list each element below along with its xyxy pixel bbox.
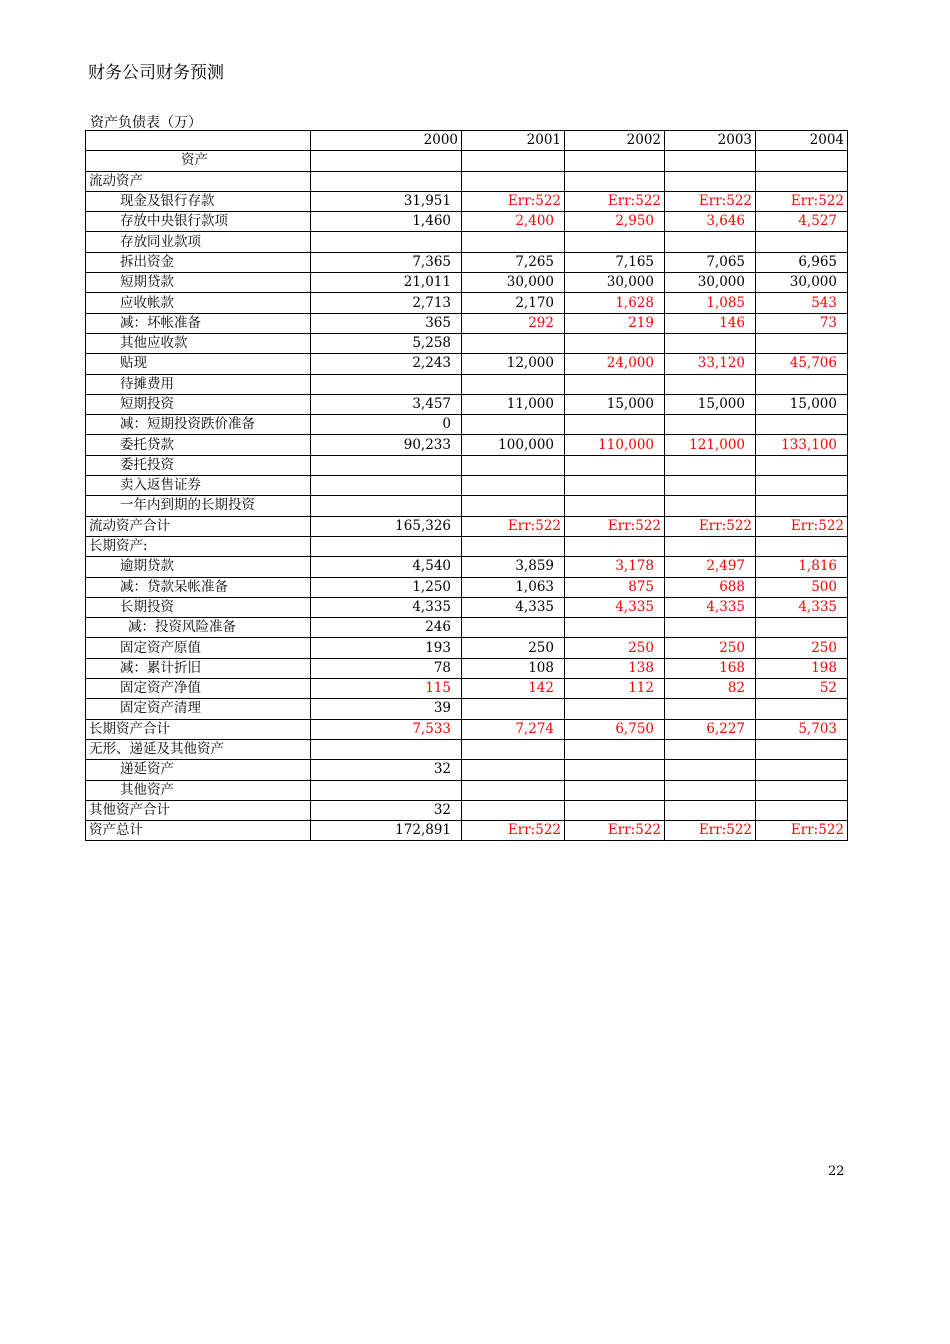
- value-cell-2001: [462, 536, 565, 556]
- value-cell-2003: [665, 232, 756, 252]
- value-cell-2003: 6,227: [665, 719, 756, 739]
- value-cell-2002: 219: [565, 313, 665, 333]
- row-label: 无形、递延及其他资产: [86, 739, 311, 759]
- table-row: [86, 699, 848, 719]
- value-cell-2004: [756, 476, 848, 496]
- value-cell-2004: [756, 415, 848, 435]
- value-cell-2003: 33,120: [665, 354, 756, 374]
- value-cell-2004: 45,706: [756, 354, 848, 374]
- value-cell-2002: [565, 536, 665, 556]
- value-cell-2000: [311, 232, 462, 252]
- value-cell-2004: [756, 780, 848, 800]
- value-cell-2003: [665, 415, 756, 435]
- row-label: 待摊费用: [86, 374, 311, 394]
- value-cell-2000: 1,460: [311, 212, 462, 232]
- value-cell-2004: 500: [756, 577, 848, 597]
- value-cell-2000: [311, 739, 462, 759]
- value-cell-2001: 108: [462, 658, 565, 678]
- value-cell-2000: 7,533: [311, 719, 462, 739]
- value-cell-2001: [462, 171, 565, 191]
- value-cell-2002: 112: [565, 679, 665, 699]
- value-cell-2000: [311, 536, 462, 556]
- row-label: 委托贷款: [86, 435, 311, 455]
- value-cell-2001: [462, 699, 565, 719]
- table-title: 资产负债表（万）: [90, 115, 202, 131]
- value-cell-2000: 165,326: [311, 516, 462, 536]
- balance-sheet-table: [85, 130, 848, 841]
- table-row: [86, 252, 848, 272]
- value-cell-2004: 250: [756, 638, 848, 658]
- row-label: 一年内到期的长期投资: [86, 496, 311, 516]
- value-cell-2000: 193: [311, 638, 462, 658]
- value-cell-2001: [462, 496, 565, 516]
- row-label: 减：投资风险准备: [86, 618, 311, 638]
- table-row: [86, 557, 848, 577]
- value-cell-2003: 1,085: [665, 293, 756, 313]
- row-label: 其他应收款: [86, 333, 311, 353]
- value-cell-2000: 31,951: [311, 191, 462, 211]
- value-cell-2001: 142: [462, 679, 565, 699]
- value-cell-2002: 875: [565, 577, 665, 597]
- value-cell-2000: [311, 171, 462, 191]
- value-cell-2000: 0: [311, 415, 462, 435]
- value-cell-2000: 32: [311, 800, 462, 820]
- row-label: 存放同业款项: [86, 232, 311, 252]
- row-label: 应收帐款: [86, 293, 311, 313]
- table-row: [86, 739, 848, 759]
- value-cell-2000: 172,891: [311, 821, 462, 841]
- table-row: [86, 313, 848, 333]
- value-cell-2001: 1,063: [462, 577, 565, 597]
- value-cell-2001: 30,000: [462, 273, 565, 293]
- value-cell-2003: 146: [665, 313, 756, 333]
- value-cell-2003: [665, 760, 756, 780]
- value-cell-2001: Err:522: [462, 191, 565, 211]
- value-cell-2003: [665, 171, 756, 191]
- value-cell-2003: 3,646: [665, 212, 756, 232]
- value-cell-2002: [565, 800, 665, 820]
- row-label: 固定资产清理: [86, 699, 311, 719]
- value-cell-2000: 115: [311, 679, 462, 699]
- value-cell-2003: [665, 780, 756, 800]
- table-row: [86, 273, 848, 293]
- value-cell-2003: [665, 151, 756, 171]
- table-row: [86, 476, 848, 496]
- value-cell-2004: [756, 496, 848, 516]
- balance-sheet-body: [86, 131, 848, 841]
- table-row: [86, 536, 848, 556]
- table-row: [86, 800, 848, 820]
- value-cell-2001: Err:522: [462, 516, 565, 536]
- value-cell-2002: [565, 476, 665, 496]
- value-cell-2000: [311, 476, 462, 496]
- table-row: [86, 760, 848, 780]
- table-row: [86, 232, 848, 252]
- value-cell-2002: [565, 780, 665, 800]
- value-cell-2003: 2,497: [665, 557, 756, 577]
- value-cell-2001: 250: [462, 638, 565, 658]
- row-label: 固定资产净值: [86, 679, 311, 699]
- table-row: [86, 638, 848, 658]
- year-header-2002: 2002: [565, 131, 665, 151]
- value-cell-2001: 4,335: [462, 597, 565, 617]
- row-label: 流动资产合计: [86, 516, 311, 536]
- value-cell-2000: 21,011: [311, 273, 462, 293]
- table-row: [86, 374, 848, 394]
- value-cell-2004: 543: [756, 293, 848, 313]
- value-cell-2003: 15,000: [665, 394, 756, 414]
- value-cell-2004: [756, 151, 848, 171]
- year-header-2000: 2000: [311, 131, 462, 151]
- value-cell-2000: 1,250: [311, 577, 462, 597]
- row-label: 卖入返售证券: [86, 476, 311, 496]
- value-cell-2001: [462, 232, 565, 252]
- row-label: 资产总计: [86, 821, 311, 841]
- year-header-2001: 2001: [462, 131, 565, 151]
- row-label: 长期投资: [86, 597, 311, 617]
- value-cell-2000: 90,233: [311, 435, 462, 455]
- row-label: 逾期贷款: [86, 557, 311, 577]
- value-cell-2003: Err:522: [665, 516, 756, 536]
- value-cell-2002: [565, 415, 665, 435]
- value-cell-2001: 2,170: [462, 293, 565, 313]
- value-cell-2001: [462, 618, 565, 638]
- year-header-2004: 2004: [756, 131, 848, 151]
- row-label: 减：短期投资跌价准备: [86, 415, 311, 435]
- value-cell-2002: 138: [565, 658, 665, 678]
- value-cell-2003: 168: [665, 658, 756, 678]
- value-cell-2001: 11,000: [462, 394, 565, 414]
- value-cell-2004: [756, 739, 848, 759]
- value-cell-2003: [665, 476, 756, 496]
- value-cell-2002: [565, 171, 665, 191]
- value-cell-2001: 100,000: [462, 435, 565, 455]
- value-cell-2002: 1,628: [565, 293, 665, 313]
- year-header-row: [86, 131, 848, 151]
- value-cell-2004: 198: [756, 658, 848, 678]
- header-corner-cell: [86, 131, 311, 151]
- value-cell-2002: 250: [565, 638, 665, 658]
- value-cell-2004: [756, 800, 848, 820]
- value-cell-2000: [311, 780, 462, 800]
- value-cell-2003: [665, 496, 756, 516]
- value-cell-2003: [665, 374, 756, 394]
- value-cell-2001: [462, 800, 565, 820]
- value-cell-2003: 82: [665, 679, 756, 699]
- row-label: 减：贷款呆帐准备: [86, 577, 311, 597]
- value-cell-2003: [665, 536, 756, 556]
- value-cell-2001: [462, 415, 565, 435]
- row-label: 长期资产:: [86, 536, 311, 556]
- value-cell-2002: 15,000: [565, 394, 665, 414]
- value-cell-2002: 7,165: [565, 252, 665, 272]
- table-row: [86, 821, 848, 841]
- table-row: [86, 191, 848, 211]
- table-row: [86, 597, 848, 617]
- value-cell-2003: 7,065: [665, 252, 756, 272]
- value-cell-2002: 110,000: [565, 435, 665, 455]
- table-row: [86, 679, 848, 699]
- value-cell-2003: 4,335: [665, 597, 756, 617]
- row-label: 流动资产: [86, 171, 311, 191]
- value-cell-2000: 365: [311, 313, 462, 333]
- value-cell-2000: 7,365: [311, 252, 462, 272]
- value-cell-2004: Err:522: [756, 821, 848, 841]
- value-cell-2000: 2,243: [311, 354, 462, 374]
- value-cell-2000: 32: [311, 760, 462, 780]
- value-cell-2003: [665, 333, 756, 353]
- value-cell-2004: Err:522: [756, 191, 848, 211]
- value-cell-2002: [565, 496, 665, 516]
- table-row: [86, 780, 848, 800]
- row-label: 贴现: [86, 354, 311, 374]
- value-cell-2001: [462, 455, 565, 475]
- value-cell-2003: Err:522: [665, 191, 756, 211]
- value-cell-2001: [462, 780, 565, 800]
- value-cell-2001: [462, 333, 565, 353]
- value-cell-2004: 6,965: [756, 252, 848, 272]
- value-cell-2001: 7,274: [462, 719, 565, 739]
- value-cell-2002: [565, 333, 665, 353]
- row-label: 资产: [86, 151, 311, 171]
- value-cell-2001: [462, 151, 565, 171]
- document-title: 财务公司财务预测: [88, 63, 224, 83]
- value-cell-2000: 39: [311, 699, 462, 719]
- value-cell-2004: 4,335: [756, 597, 848, 617]
- value-cell-2004: [756, 699, 848, 719]
- value-cell-2004: 52: [756, 679, 848, 699]
- value-cell-2000: 4,540: [311, 557, 462, 577]
- row-label: 拆出资金: [86, 252, 311, 272]
- value-cell-2004: [756, 536, 848, 556]
- value-cell-2000: [311, 374, 462, 394]
- value-cell-2001: 12,000: [462, 354, 565, 374]
- row-label: 固定资产原值: [86, 638, 311, 658]
- value-cell-2004: 73: [756, 313, 848, 333]
- value-cell-2004: 133,100: [756, 435, 848, 455]
- value-cell-2003: [665, 455, 756, 475]
- value-cell-2000: 4,335: [311, 597, 462, 617]
- value-cell-2004: 1,816: [756, 557, 848, 577]
- table-row: [86, 354, 848, 374]
- value-cell-2002: Err:522: [565, 821, 665, 841]
- value-cell-2004: 4,527: [756, 212, 848, 232]
- value-cell-2001: Err:522: [462, 821, 565, 841]
- value-cell-2003: 121,000: [665, 435, 756, 455]
- row-label: 委托投资: [86, 455, 311, 475]
- row-label: 长期资产合计: [86, 719, 311, 739]
- value-cell-2004: [756, 374, 848, 394]
- value-cell-2003: [665, 800, 756, 820]
- value-cell-2004: [756, 760, 848, 780]
- table-row: [86, 333, 848, 353]
- value-cell-2004: 5,703: [756, 719, 848, 739]
- value-cell-2001: [462, 739, 565, 759]
- value-cell-2003: [665, 699, 756, 719]
- table-row: [86, 618, 848, 638]
- table-row: [86, 212, 848, 232]
- table-row: [86, 516, 848, 536]
- table-row: [86, 293, 848, 313]
- page-number: 22: [828, 1164, 845, 1179]
- value-cell-2000: [311, 455, 462, 475]
- row-label: 现金及银行存款: [86, 191, 311, 211]
- value-cell-2000: [311, 496, 462, 516]
- table-row: [86, 719, 848, 739]
- table-row: [86, 658, 848, 678]
- value-cell-2002: [565, 374, 665, 394]
- row-label: 递延资产: [86, 760, 311, 780]
- value-cell-2002: [565, 760, 665, 780]
- table-row: [86, 151, 848, 171]
- value-cell-2002: 6,750: [565, 719, 665, 739]
- value-cell-2001: [462, 476, 565, 496]
- table-row: [86, 171, 848, 191]
- value-cell-2004: 15,000: [756, 394, 848, 414]
- value-cell-2002: [565, 739, 665, 759]
- value-cell-2003: 250: [665, 638, 756, 658]
- value-cell-2001: 3,859: [462, 557, 565, 577]
- value-cell-2002: 2,950: [565, 212, 665, 232]
- value-cell-2004: Err:522: [756, 516, 848, 536]
- row-label: 减：累计折旧: [86, 658, 311, 678]
- value-cell-2003: [665, 618, 756, 638]
- table-row: [86, 577, 848, 597]
- value-cell-2001: [462, 374, 565, 394]
- value-cell-2003: 688: [665, 577, 756, 597]
- value-cell-2002: [565, 151, 665, 171]
- year-header-2003: 2003: [665, 131, 756, 151]
- value-cell-2004: [756, 618, 848, 638]
- value-cell-2000: 3,457: [311, 394, 462, 414]
- value-cell-2002: Err:522: [565, 516, 665, 536]
- value-cell-2002: Err:522: [565, 191, 665, 211]
- value-cell-2000: 246: [311, 618, 462, 638]
- value-cell-2002: 3,178: [565, 557, 665, 577]
- value-cell-2001: 2,400: [462, 212, 565, 232]
- value-cell-2004: [756, 455, 848, 475]
- value-cell-2000: [311, 151, 462, 171]
- value-cell-2002: [565, 455, 665, 475]
- table-row: [86, 435, 848, 455]
- value-cell-2001: 292: [462, 313, 565, 333]
- value-cell-2002: [565, 232, 665, 252]
- table-row: [86, 415, 848, 435]
- row-label: 短期贷款: [86, 273, 311, 293]
- value-cell-2002: 30,000: [565, 273, 665, 293]
- value-cell-2004: [756, 232, 848, 252]
- row-label: 存放中央银行款项: [86, 212, 311, 232]
- value-cell-2001: 7,265: [462, 252, 565, 272]
- row-label: 其他资产: [86, 780, 311, 800]
- row-label: 其他资产合计: [86, 800, 311, 820]
- value-cell-2002: 4,335: [565, 597, 665, 617]
- value-cell-2003: [665, 739, 756, 759]
- table-row: [86, 455, 848, 475]
- value-cell-2000: 78: [311, 658, 462, 678]
- value-cell-2004: [756, 171, 848, 191]
- value-cell-2004: [756, 333, 848, 353]
- value-cell-2003: 30,000: [665, 273, 756, 293]
- value-cell-2002: 24,000: [565, 354, 665, 374]
- table-row: [86, 394, 848, 414]
- value-cell-2001: [462, 760, 565, 780]
- value-cell-2003: Err:522: [665, 821, 756, 841]
- row-label: 减：坏帐准备: [86, 313, 311, 333]
- value-cell-2002: [565, 618, 665, 638]
- row-label: 短期投资: [86, 394, 311, 414]
- table-row: [86, 496, 848, 516]
- value-cell-2000: 5,258: [311, 333, 462, 353]
- value-cell-2000: 2,713: [311, 293, 462, 313]
- value-cell-2002: [565, 699, 665, 719]
- value-cell-2004: 30,000: [756, 273, 848, 293]
